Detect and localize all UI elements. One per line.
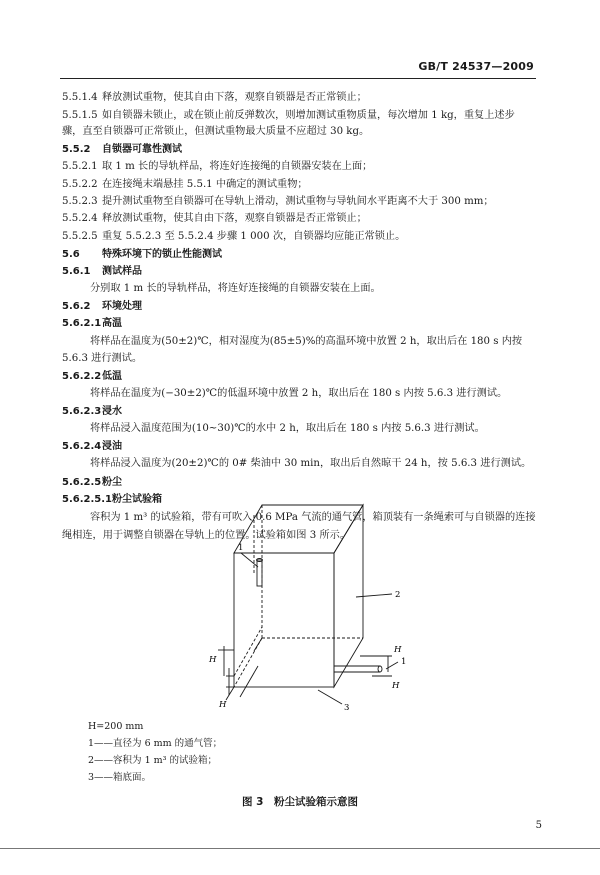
legend-item: H=200 mm [88, 721, 144, 732]
clause-text: 骤，直至自锁器可正常锁止，但测试重物最大质量不应超过 30 kg。 [62, 126, 370, 137]
clause-number: 5.6 [62, 249, 80, 260]
clause-number: 5.6.2.2 [62, 371, 102, 382]
clause-text: 将样品在温度为(−30±2)℃的低温环境中放置 2 h，取出后在 180 s 内按 5.6.3 进行测试。 [90, 388, 508, 399]
clause-number: 5.6.2.1 [62, 318, 102, 329]
clause-heading: 低温 [102, 371, 122, 382]
clause-number: 5.5.1.4 [62, 92, 98, 103]
clause-text: 将样品在温度为(50±2)℃，相对湿度为(85±5)%的高温环境中放置 2 h，取出后在 180 s 内按 [90, 336, 523, 347]
chamber-front-face [234, 553, 334, 687]
clause-text: 在连接绳末端悬挂 5.5.1 中确定的测试重物； [102, 179, 308, 190]
clause-text: 释放测试重物，使其自由下落，观察自锁器是否正常锁止； [102, 92, 367, 103]
clause-heading: 浸油 [102, 441, 122, 452]
clause-heading: 粉尘 [102, 477, 122, 488]
clause-number: 5.5.2.4 [62, 213, 98, 224]
figure-label-1: 1 [238, 543, 244, 553]
clause-text: 重复 5.5.2.3 至 5.5.2.4 步骤 1 000 次，自锁器均应能正常锁止。 [102, 231, 406, 242]
clause-heading: 自锁器可靠性测试 [102, 144, 182, 155]
dimension-h-left-upper: H [209, 655, 217, 665]
clause-text: 5.6.3 进行测试。 [62, 353, 143, 364]
chamber-top-face [234, 505, 363, 553]
clause-number: 5.6.2.5 [62, 477, 102, 488]
clause-heading: 粉尘试验箱 [112, 494, 162, 505]
legend-item: 3——箱底面。 [88, 772, 152, 783]
dimension-h-right-upper: H [394, 645, 402, 655]
standard-number: GB/T 24537—2009 [418, 60, 534, 73]
clause-heading: 环境处理 [102, 301, 142, 312]
clause-number: 5.5.2 [62, 144, 91, 155]
clause-heading: 特殊环境下的锁止性能测试 [102, 249, 222, 260]
clause-number: 5.5.2.1 [62, 161, 98, 172]
clause-number: 5.5.2.5 [62, 231, 98, 242]
clause-heading: 高温 [102, 318, 122, 329]
clause-text: 提升测试重物至自锁器可在导轨上滑动，测试重物与导轨间水平距离不大于 300 mm； [102, 196, 494, 207]
clause-text: 释放测试重物，使其自由下落，观察自锁器是否正常锁止； [102, 213, 367, 224]
clause-text: 绳相连，用于调整自锁器在导轨上的位置。试验箱如图 3 所示。 [62, 530, 351, 541]
clause-number: 5.5.2.2 [62, 179, 98, 190]
clause-number: 5.6.1 [62, 266, 91, 277]
page-number: 5 [535, 820, 542, 831]
figure-label-1-right: 1 [401, 657, 407, 667]
legend-item: 1——直径为 6 mm 的通气管； [88, 738, 223, 749]
dimension-h-left-lower: H [219, 700, 227, 710]
clause-number: 5.6.2.4 [62, 441, 102, 452]
clause-number: 5.6.2.5.1 [62, 494, 112, 505]
legend-item: 2——容积为 1 m³ 的试验箱； [88, 755, 217, 766]
figure-label-3: 3 [344, 703, 350, 713]
figure-label-2: 2 [395, 590, 401, 600]
clause-number: 5.6.2 [62, 301, 91, 312]
dimension-h-right-lower: H [392, 681, 400, 691]
clause-heading: 测试样品 [102, 266, 142, 277]
clause-text: 分别取 1 m 长的导轨样品，将连好连接绳的自锁器安装在上面。 [90, 283, 381, 294]
clause-number: 5.5.2.3 [62, 196, 98, 207]
clause-text: 将样品浸入温度范围为(10~30)℃的水中 2 h，取出后在 180 s 内按 5.6.3 进行测试。 [90, 423, 485, 434]
clause-text: 将样品浸入温度为(20±2)℃的 0# 柴油中 30 min，取出后自然晾干 24 h，按 5.6.3 进行测试。 [90, 458, 532, 469]
clause-number: 5.6.2.3 [62, 406, 102, 417]
bottom-rule [0, 848, 600, 849]
clause-number: 5.5.1.5 [62, 110, 98, 121]
figure-caption: 图 3 粉尘试验箱示意图 [242, 796, 358, 808]
clause-text: 容积为 1 m³ 的试验箱，带有可吹入 0.6 MPa 气流的通气管，箱顶装有一条绳索可与自锁器的连接 [90, 512, 536, 523]
chamber-right-face [334, 505, 363, 687]
clause-text: 如自锁器未锁止，或在锁止前反弹数次，则增加测试重物质量，每次增加 1 kg，重复上述步 [102, 110, 515, 121]
clause-heading: 浸水 [102, 406, 122, 417]
clause-text: 取 1 m 长的导轨样品，将连好连接绳的自锁器安装在上面； [102, 161, 373, 172]
